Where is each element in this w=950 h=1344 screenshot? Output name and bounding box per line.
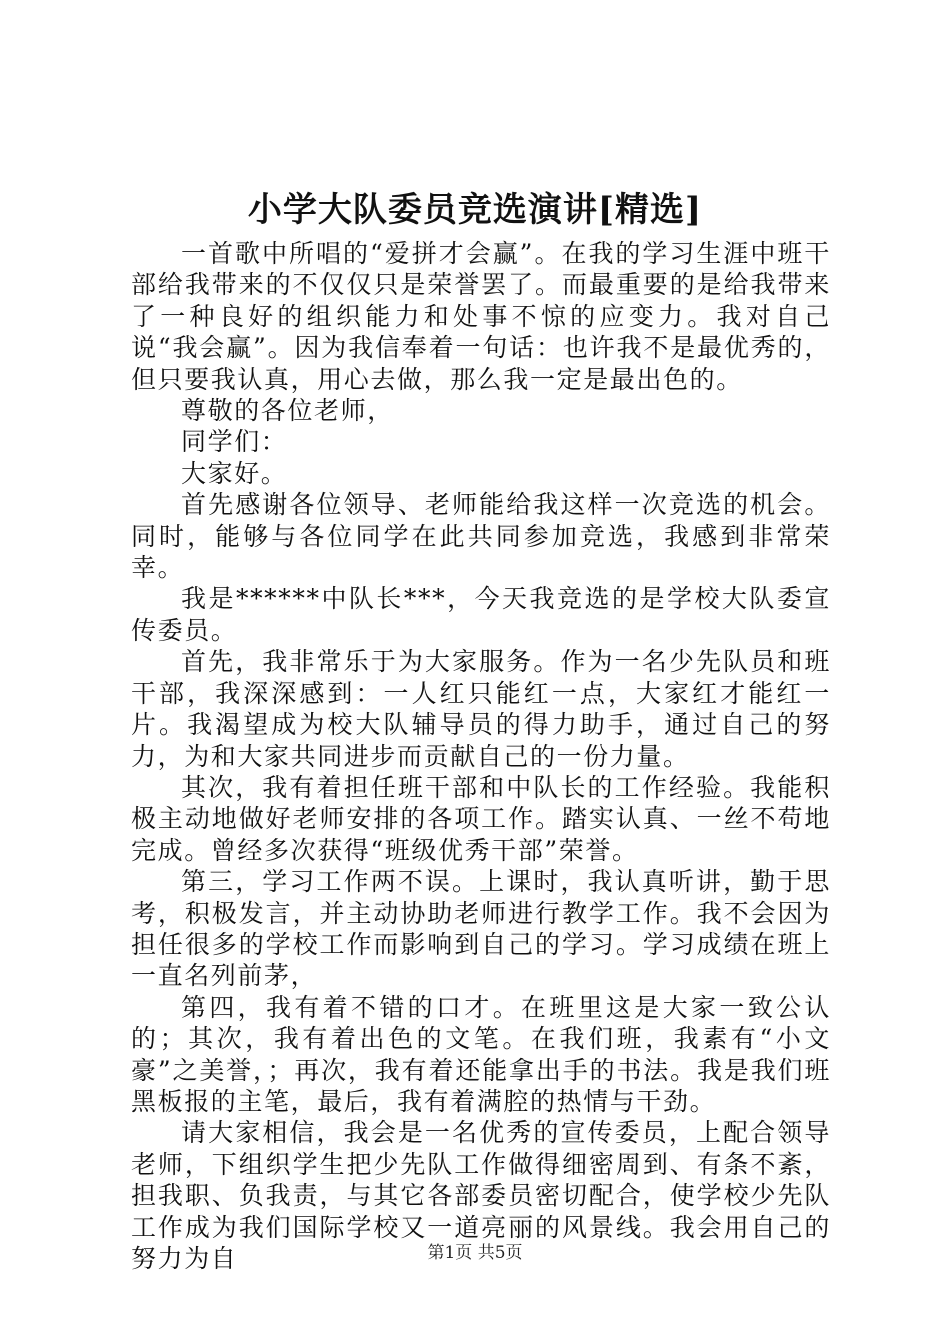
paragraph-second-point: 其次，我有着担任班干部和中队长的工作经验。我能积极主动地做好老师安排的各项工作。踏实认真、一丝不苟地完成。曾经多次获得“班级优秀干部”荣誉。: [131, 772, 831, 865]
paragraph-fourth-point: 第四，我有着不错的口才。在班里这是大家一致公认的；其次，我有着出色的文笔。在我们班，我素有“小文豪”之美誉，；再次，我有着还能拿出手的书法。我是我们班黑板报的主笔，最后，我有着满腔的热情与干劲。: [131, 992, 831, 1116]
paragraph-greeting-all: 大家好。: [181, 458, 288, 488]
paragraph-greeting-students: 同学们：: [181, 427, 288, 457]
document-body: [131, 238, 831, 1274]
paragraph-third-point: 第三，学习工作两不误。上课时，我认真听讲，勤于思考，积极发言，并主动协助老师进行教学工作。我不会因为担任很多的学校工作而影响到自己的学习。学习成绩在班上一直名列前茅，: [131, 867, 831, 991]
paragraph-self-intro: 我是******中队长***，今天我竞选的是学校大队委宣传委员。: [131, 584, 831, 645]
paragraph-intro: 一首歌中所唱的“爱拼才会赢”。在我的学习生涯中班干部给我带来的不仅仅只是荣誉罢了。而最重要的是给我带来了一种良好的组织能力和处事不惊的应变力。我对自己说“我会赢”。因为我信奉着一句话：也许我不是最优秀的，但只要我认真，用心去做，那么我一定是最出色的。: [131, 239, 831, 394]
paragraph-first-point: 首先，我非常乐于为大家服务。作为一名少先队员和班干部，我深深感到：一人红只能红一点，大家红才能红一片。我渴望成为校大队辅导员的得力助手，通过自己的努力，为和大家共同进步而贡献自己的一份力量。: [131, 647, 831, 771]
paragraph-closing: 请大家相信，我会是一名优秀的宣传委员，上配合领导老师，下组织学生把少先队工作做得细密周到、有条不紊，担我职、负我责，与其它各部委员密切配合，使学校少先队工作成为我们国际学校又一道亮丽的风景线。我会用自己的努力为自: [131, 1118, 831, 1273]
page-number-footer: 第1页 共5页: [427, 1243, 523, 1263]
paragraph-greeting-teachers: 尊敬的各位老师，: [181, 396, 394, 426]
paragraph-thanks: 首先感谢各位领导、老师能给我这样一次竞选的机会。同时，能够与各位同学在此共同参加竞选，我感到非常荣幸。: [131, 490, 831, 583]
document-title: 小学大队委员竞选演讲[精选]: [247, 190, 703, 230]
